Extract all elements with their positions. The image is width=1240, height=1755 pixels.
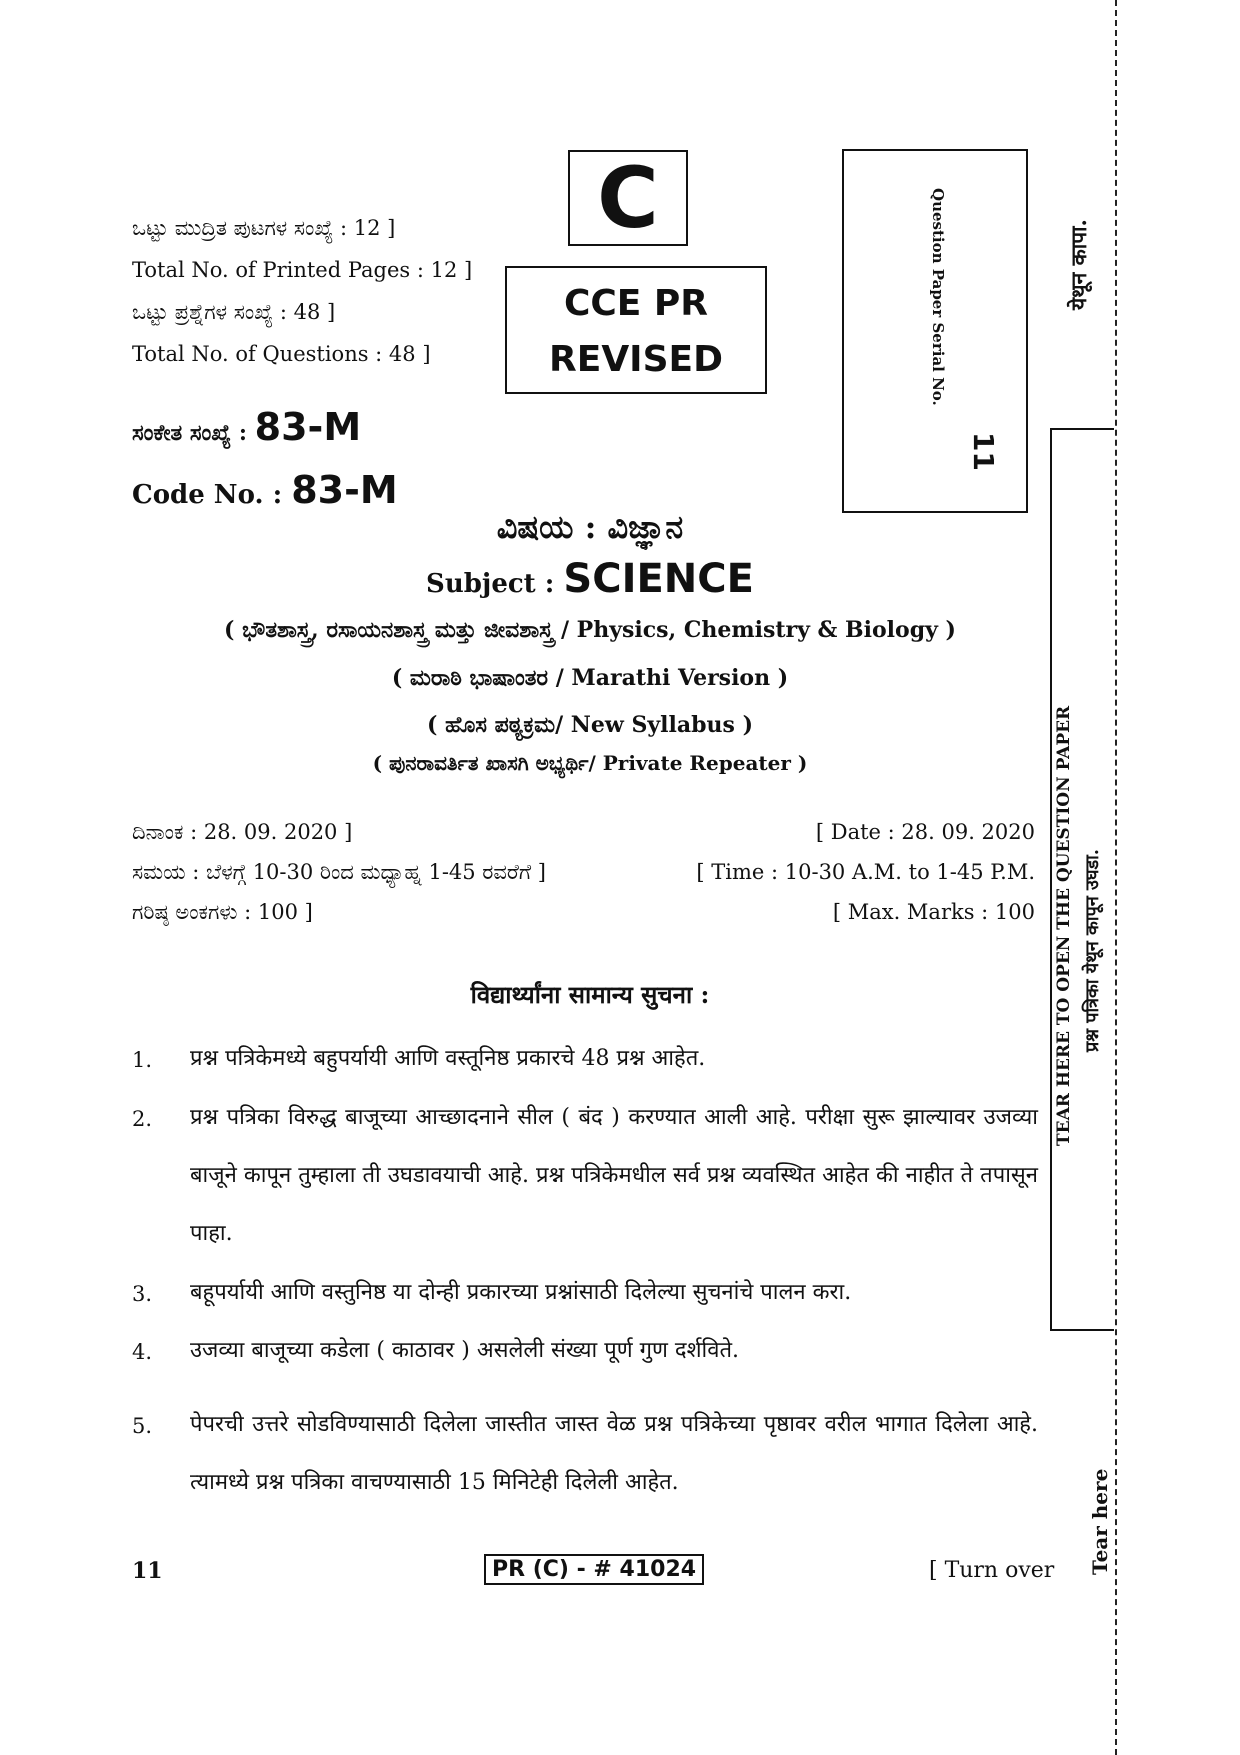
time-kannada: ಸಮಯ : ಬೆಳಗ್ಗೆ 10-30 ರಿಂದ ಮಧ್ಯಾಹ್ನ 1-45 ರವರೆಗೆ ]	[132, 860, 546, 884]
cut-here-marathi: येथून कापा.	[1066, 219, 1091, 310]
total-questions-kannada: ಒಟ್ಟು ಪ್ರಶ್ನೆಗಳ ಸಂಖ್ಯೆ : 48 ]	[132, 300, 336, 324]
time-english: [ Time : 10-30 A.M. to 1-45 P.M.	[696, 860, 1035, 884]
language-version: ( ಮರಾಠಿ ಭಾಷಾಂತರ / Marathi Version )	[391, 665, 789, 691]
cce-line-1: CCE PR	[563, 283, 709, 324]
instruction-text: बहूपर्यायी आणि वस्तुनिष्ठ या दोन्ही प्रकारच्या प्रश्नांसाठी दिलेल्या सुचनांचे पालन करा.	[190, 1280, 852, 1305]
date-kannada: ದಿನಾಂಕ : 28. 09. 2020 ]	[132, 820, 353, 844]
serial-number-label: Question Paper Serial No.	[929, 188, 947, 406]
instruction-number: 4.	[132, 1340, 153, 1364]
page-number: 11	[132, 1558, 163, 1584]
total-pages-kannada: ಒಟ್ಟು ಮುದ್ರಿತ ಪುಟಗಳ ಸಂಖ್ಯೆ : 12 ]	[132, 216, 396, 240]
max-marks-kannada: ಗರಿಷ್ಠ ಅಂಕಗಳು : 100 ]	[132, 900, 313, 924]
syllabus-type: ( ಹೊಸ ಪಠ್ಯಕ್ರಮ/ New Syllabus )	[427, 712, 753, 738]
subject-kannada: ವಿಷಯ : ವಿಜ್ಞಾನ	[496, 508, 684, 546]
code-number-kannada	[132, 405, 361, 449]
instruction-number: 3.	[132, 1282, 153, 1306]
instruction-text: पेपरची उत्तरे सोडविण्यासाठी दिलेला जास्तीत जास्त वेळ प्रश्न पत्रिकेच्या पृष्ठावर वरील भागात दिलेला आहे. त्यामध्ये प्रश्न पत्रिका वाचण्यासाठी 15 मिनिटेही दिलेली आहेत.	[190, 1412, 1038, 1495]
instructions-heading: विद्यार्थ्यांना सामान्य सुचना :	[470, 980, 710, 1009]
code-number-english	[132, 468, 398, 512]
total-pages-english: Total No. of Printed Pages : 12 ]	[132, 258, 473, 282]
turn-over: [ Turn over	[929, 1558, 1055, 1583]
tear-dashed-line[interactable]	[1115, 0, 1117, 1755]
code-label-kannada: ಸಂಕೇತ ಸಂಖ್ಯೆ :	[132, 420, 255, 446]
instruction-text: प्रश्न पत्रिकेमध्ये बहुपर्यायी आणि वस्तूनिष्ठ प्रकारचे 48 प्रश्न आहेत.	[190, 1046, 706, 1071]
instruction-number: 1.	[132, 1048, 153, 1072]
tear-here-english: TEAR HERE TO OPEN THE QUESTION PAPER	[1054, 705, 1074, 1146]
code-value-english: 83-M	[291, 468, 398, 512]
serial-number-value: 11	[967, 432, 1000, 471]
total-questions-english: Total No. of Questions : 48 ]	[132, 342, 431, 366]
instruction-number: 2.	[132, 1107, 153, 1131]
candidate-type: ( ಪುನರಾವರ್ತಿತ ಖಾಸಗಿ ಅಭ್ಯರ್ಥಿ/ Private Repeater )	[372, 751, 808, 775]
instruction-number: 5.	[132, 1414, 153, 1438]
date-english: [ Date : 28. 09. 2020	[815, 820, 1035, 844]
subject-label: Subject :	[426, 569, 564, 599]
code-value-kannada: 83-M	[254, 405, 362, 449]
tear-here-label: Tear here	[1088, 1468, 1112, 1575]
instruction-text: उजव्या बाजूच्या कडेला ( काठावर ) असलेली संख्या पूर्ण गुण दर्शविते.	[190, 1338, 740, 1363]
cce-pr-box	[505, 266, 767, 394]
code-label-english: Code No. :	[132, 480, 292, 510]
subject-english	[150, 556, 1030, 602]
subject-branches: ( ಭೌತಶಾಸ್ತ್ರ, ರಸಾಯನಶಾಸ್ತ್ರ ಮತ್ತು ಜೀವಶಾಸ್ತ್ರ / Physics, Chemistry & Biology )	[224, 617, 956, 643]
subject-value: SCIENCE	[563, 556, 754, 602]
cce-line-2: REVISED	[549, 339, 723, 380]
max-marks-english: [ Max. Marks : 100	[832, 900, 1035, 924]
version-letter-box: C	[568, 150, 688, 246]
instruction-text: प्रश्न पत्रिका विरुद्ध बाजूच्या आच्छादनाने सील ( बंद ) करण्यात आली आहे. परीक्षा सुरू झाल्यावर उजव्या बाजूने कापून तुम्हाला ती उघडावयाची आहे. प्रश्न पत्रिकेमधील सर्व प्रश्न व्यवस्थित आहेत की नाहीत ते तपासून पाहा.	[190, 1105, 1038, 1246]
paper-code-box: PR (C) - # 41024	[484, 1554, 704, 1585]
tear-here-marathi: प्रश्न पत्रिका येथून कापून उघडा.	[1082, 848, 1103, 1052]
